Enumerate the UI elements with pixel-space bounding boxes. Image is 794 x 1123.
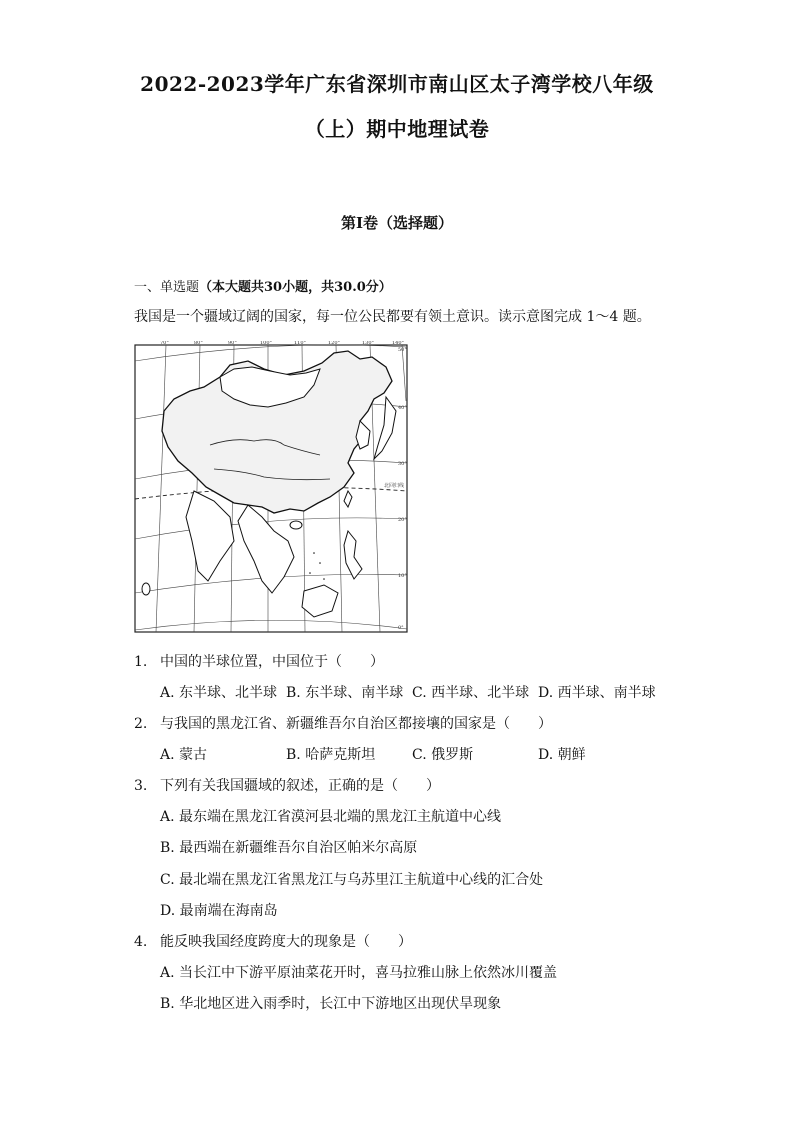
map-lon-label: 110°: [294, 341, 307, 346]
question-number: 4.: [134, 934, 148, 950]
q2-option-a: A. 蒙古: [160, 747, 208, 763]
map-lon-label: 80°: [194, 341, 203, 346]
map-lon-label: 130°: [362, 341, 375, 346]
map-lat-label: 40°: [398, 405, 407, 411]
map-tropic-label: 北回归线: [384, 483, 405, 489]
question-number: 2.: [134, 716, 148, 732]
q3-option-b: B. 最西端在新疆维吾尔自治区帕米尔高原: [160, 840, 418, 856]
map-lon-label: 140°: [392, 341, 405, 346]
q1-option-a: A. 东半球、北半球: [160, 685, 278, 701]
section-heading: 第I卷（选择题）: [340, 214, 454, 232]
question-text: 下列有关我国疆域的叙述，正确的是（ ）: [160, 778, 440, 794]
q1-option-c: C. 西半球、北半球: [412, 685, 530, 701]
q4-option-a: A. 当长江中下游平原油菜花开时，喜马拉雅山脉上依然冰川覆盖: [160, 965, 558, 981]
map-lat-label: 30°: [398, 461, 407, 467]
map-lon-label: 90°: [228, 341, 237, 346]
q2-option-d: D. 朝鲜: [538, 747, 586, 763]
part-info: （本大题共30小题，共30.0分）: [199, 280, 392, 295]
q1-option-d: D. 西半球、南半球: [538, 685, 656, 701]
question-text: 能反映我国经度跨度大的现象是（ ）: [160, 934, 412, 950]
map-lon-label: 100°: [260, 341, 273, 346]
question-2: [134, 713, 552, 733]
part-heading: [134, 276, 392, 295]
question-1: [134, 651, 384, 671]
exam-title-line1: 2022-2023学年广东省深圳市南山区太子湾学校八年级: [140, 72, 654, 96]
map-lat-label: 0°: [398, 625, 404, 631]
map-lat-label: 20°: [398, 517, 407, 523]
question-text: 与我国的黑龙江省、新疆维吾尔自治区都接壤的国家是（ ）: [160, 716, 552, 732]
question-3: [134, 775, 440, 795]
question-number: 3.: [134, 778, 148, 794]
map-lat-label: 50°: [398, 347, 407, 353]
map-lon-label: 70°: [160, 341, 169, 346]
question-group-intro: 我国是一个疆域辽阔的国家，每一位公民都要有领土意识。读示意图完成 1～4 题。: [134, 309, 651, 325]
question-text: 中国的半球位置，中国位于（ ）: [160, 654, 384, 670]
q3-option-a: A. 最东端在黑龙江省漠河县北端的黑龙江主航道中心线: [160, 809, 502, 825]
question-number: 1.: [134, 654, 148, 670]
part-prefix: 一、单选题: [134, 280, 200, 295]
exam-title-line2: （上）期中地理试卷: [304, 117, 490, 141]
china-territory-map: [134, 341, 410, 634]
map-lon-label: 120°: [328, 341, 341, 346]
question-4: [134, 931, 412, 951]
q2-option-b: B. 哈萨克斯坦: [286, 747, 376, 763]
q3-option-c: C. 最北端在黑龙江省黑龙江与乌苏里江主航道中心线的汇合处: [160, 872, 544, 888]
q1-option-b: B. 东半球、南半球: [286, 685, 404, 701]
q3-option-d: D. 最南端在海南岛: [160, 903, 278, 919]
map-lat-label: 10°: [398, 573, 407, 579]
q4-option-b: B. 华北地区进入雨季时，长江中下游地区出现伏旱现象: [160, 996, 502, 1012]
q2-option-c: C. 俄罗斯: [412, 747, 474, 763]
